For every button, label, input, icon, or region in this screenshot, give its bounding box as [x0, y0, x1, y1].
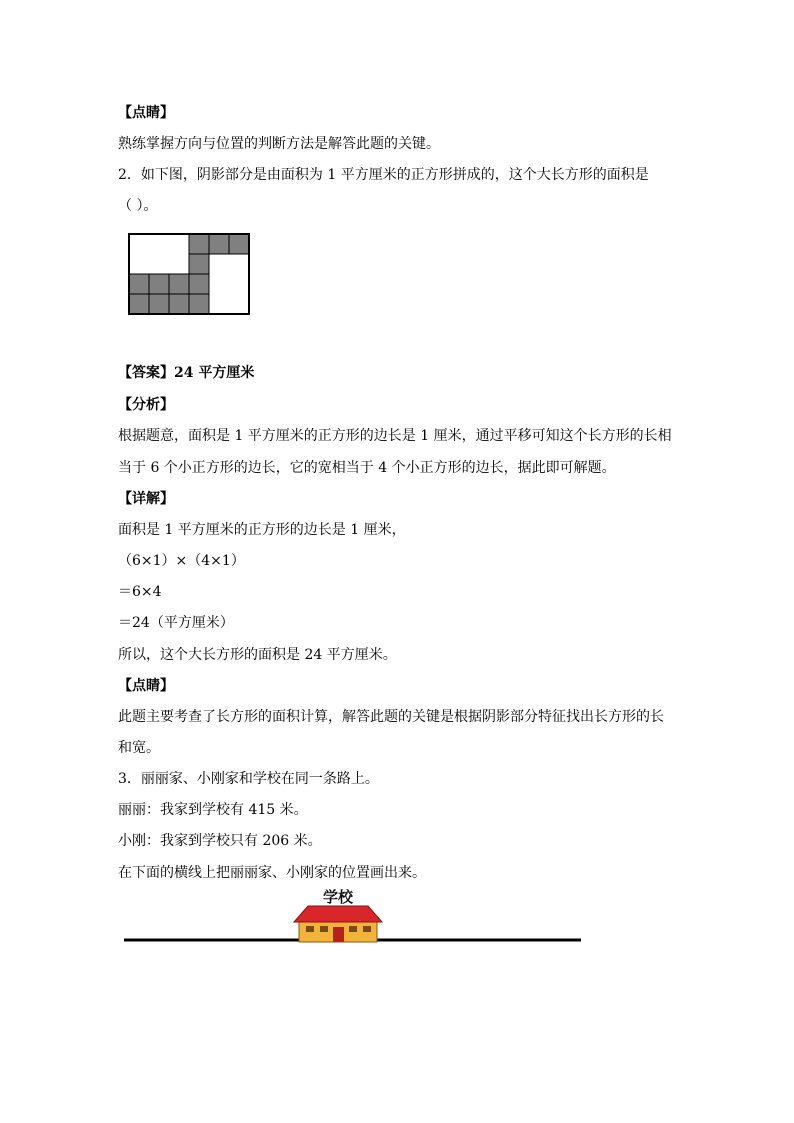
shaded-square — [149, 294, 169, 314]
shaded-square — [189, 254, 209, 274]
shaded-square — [129, 294, 149, 314]
shaded-square — [169, 274, 189, 294]
shaded-square — [169, 294, 189, 314]
shaded-grid-figure — [127, 232, 251, 316]
shaded-square — [209, 234, 229, 254]
answer-line: 【答案】24 平方厘米 — [118, 365, 255, 381]
shaded-square — [149, 274, 169, 294]
question-3-text: 3．丽丽家、小刚家和学校在同一条路上。 — [118, 771, 379, 787]
shaded-square — [189, 274, 209, 294]
analysis-text-1: 根据题意，面积是 1 平方厘米的正方形的边长是 1 厘米，通过平移可知这个长方形的长相 — [118, 428, 672, 444]
shaded-square — [189, 294, 209, 314]
key-point-text-1: 熟练掌握方向与位置的判断方法是解答此题的关键。 — [118, 136, 440, 152]
detail-heading: 【详解】 — [118, 491, 174, 507]
shaded-square — [229, 234, 249, 254]
key-point-heading-1: 【点睛】 — [118, 105, 174, 121]
lili-statement: 丽丽：我家到学校有 415 米。 — [118, 802, 308, 818]
analysis-heading: 【分析】 — [118, 397, 174, 413]
key-point-text-3: 和宽。 — [118, 740, 160, 756]
school-road-figure — [118, 888, 588, 948]
analysis-text-2: 当于 6 个小正方形的边长，它的宽相当于 4 个小正方形的边长，据此即可解题。 — [118, 460, 616, 476]
question-2-text: 2．如下图，阴影部分是由面积为 1 平方厘米的正方形拼成的，这个大长方形的面积是 — [118, 167, 649, 183]
question-3-instruction: 在下面的横线上把丽丽家、小刚家的位置画出来。 — [118, 865, 426, 881]
shaded-square — [129, 274, 149, 294]
shaded-square — [189, 234, 209, 254]
detail-formula-3: ＝24（平方厘米） — [118, 615, 234, 631]
question-2-blank: （ ）。 — [118, 198, 158, 214]
detail-formula-2: ＝6×4 — [118, 584, 162, 600]
detail-text-1: 面积是 1 平方厘米的正方形的边长是 1 厘米， — [118, 522, 406, 538]
detail-conclusion: 所以，这个大长方形的面积是 24 平方厘米。 — [118, 647, 397, 663]
detail-formula-1: （6×1）×（4×1） — [118, 553, 245, 569]
school-label: 学校 — [322, 888, 354, 906]
school-building-icon — [294, 906, 382, 942]
key-point-text-2: 此题主要考查了长方形的面积计算，解答此题的关键是根据阴影部分特征找出长方形的长 — [118, 709, 664, 725]
xiaogang-statement: 小刚：我家到学校只有 206 米。 — [118, 833, 322, 849]
key-point-heading-2: 【点睛】 — [118, 678, 174, 694]
